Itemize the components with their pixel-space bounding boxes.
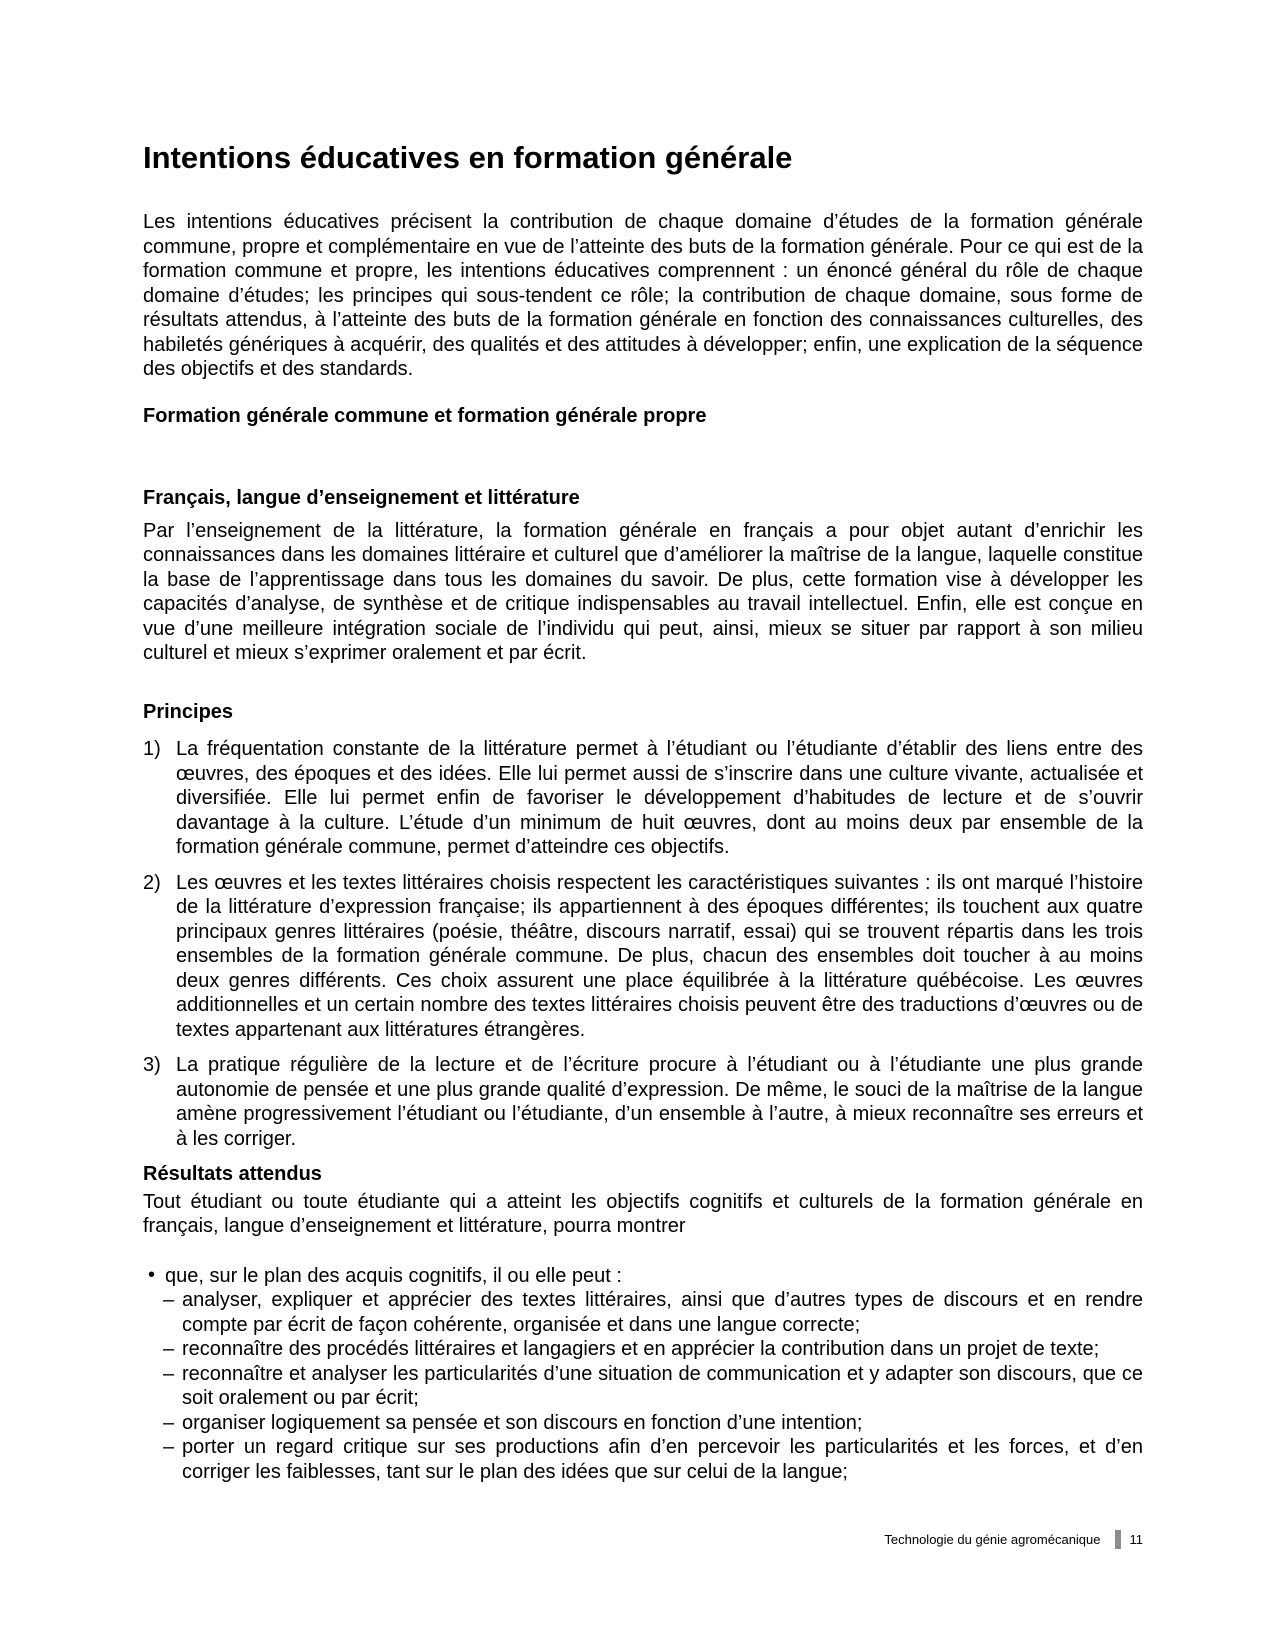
dash-item-1	[143, 1288, 1143, 1337]
dash-text: reconnaître et analyser les particularités d’une situation de communication et y adapter son discours, que ce soit oralement ou par écrit;	[182, 1362, 1143, 1409]
item-number-marker: 2)	[143, 871, 161, 894]
principle-item-1	[143, 737, 1143, 860]
page-title: Intentions éducatives en formation générale	[143, 140, 793, 175]
dash-marker: –	[163, 1411, 175, 1434]
resultats-heading: Résultats attendus	[143, 1163, 322, 1185]
section-heading: Formation générale commune et formation générale propre	[143, 404, 707, 427]
subsection-heading: Français, langue d’enseignement et littérature	[143, 487, 580, 509]
resultats-intro-paragraph: Tout étudiant ou toute étudiante qui a atteint les objectifs cognitifs et culturels de la formation générale en français, langue d’enseignement et littérature, pourra montrer	[143, 1190, 1143, 1237]
principle-item-3	[143, 1053, 1143, 1151]
dash-item-4	[143, 1411, 1143, 1436]
page-footer	[884, 1530, 1143, 1549]
item-text: La pratique régulière de la lecture et de l’écriture procure à l’étudiant ou à l’étudiante une plus grande autonomie de pensée et une plus grande qualité d’expression. De même, le souci de la maîtrise de la langue amène progressivement l’étudiant ou l’étudiante, d’un ensemble à l’autre, à mieux reconnaître ses erreurs et à les corriger.	[176, 1054, 1143, 1150]
dash-marker: –	[163, 1338, 175, 1360]
dash-item-5	[143, 1435, 1143, 1484]
item-number-marker: 1)	[143, 738, 161, 760]
item-text: La fréquentation constante de la littérature permet à l’étudiant ou l’étudiante d’établir des liens entre des œuvres, des époques et des idées. Elle lui permet aussi de s’inscrire dans une culture vivante, actualisée et diversifiée. Elle lui permet enfin de favoriser le développement d’habitudes de lecture et de s’ouvrir davantage à la culture. L’étude d’un minimum de huit œuvres, dont au moins deux par ensemble de la formation générale commune, permet d’atteindre ces objectifs.	[176, 738, 1143, 858]
dash-item-3	[143, 1362, 1143, 1411]
item-text: Les œuvres et les textes littéraires choisis respectent les caractéristiques suivantes : ils ont marqué l’histoire de la littérature d’expression française; ils appartiennent à des époques différentes; ils touchent aux quatre principaux genres littéraires (poésie, théâtre, discours narratif, essai) qui se trouvent répartis dans les trois ensembles de la formation générale commune. De plus, chacun des ensembles doit toucher à au moins deux genres différents. Ces choix assurent une place équilibrée à la littérature québécoise. Les œuvres additionnelles et un certain nombre des textes littéraires choisis peuvent être des traductions d’œuvres ou de textes appartenant aux littératures étrangères.	[176, 871, 1143, 1041]
intro-paragraph: Les intentions éducatives précisent la contribution de chaque domaine d’études de la formation générale commune, propre et complémentaire en vue de l’atteinte des buts de la formation générale. Pour ce qui est de la formation commune et propre, les intentions éducatives comprennent : un énoncé général du rôle de chaque domaine d’études; les principes qui sous-tendent ce rôle; la contribution de chaque domaine, sous forme de résultats attendus, à l’atteinte des buts de la formation générale en fonction des connaissances culturelles, des habiletés génériques à acquérir, des qualités et des attitudes à développer; enfin, une explication de la séquence des objectifs et des standards.	[143, 211, 1143, 380]
dash-marker: –	[163, 1362, 175, 1385]
footer-page-number: 11	[1129, 1532, 1143, 1547]
dash-marker: –	[163, 1436, 175, 1458]
dash-item-2	[143, 1337, 1143, 1362]
subsection-paragraph: Par l’enseignement de la littérature, la formation générale en français a pour objet autant d’enrichir les connaissances dans les domaines littéraire et culturel que d’améliorer la maîtrise de la langue, laquelle constitue la base de l’apprentissage dans tous les domaines du savoir. De plus, cette formation vise à développer les capacités d’analyse, de synthèse et de critique indispensables au travail intellectuel. Enfin, elle est conçue en vue d’une meilleure intégration sociale de l’individu qui peut, ainsi, mieux se situer par rapport à son milieu culturel et mieux s’exprimer oralement et par écrit.	[143, 519, 1143, 664]
bullet-marker: •	[148, 1263, 156, 1286]
footer-doc-title: Technologie du génie agromécanique	[884, 1532, 1101, 1547]
footer-separator	[1115, 1530, 1121, 1549]
item-number-marker: 3)	[143, 1054, 161, 1076]
principle-item-2	[143, 871, 1143, 1043]
bullet-text: que, sur le plan des acquis cognitifs, il ou elle peut :	[165, 1264, 622, 1287]
dash-text: analyser, expliquer et apprécier des textes littéraires, ainsi que d’autres types de discours et en rendre compte par écrit de façon cohérente, organisée et dans une langue correcte;	[182, 1289, 1143, 1336]
bullet-item	[143, 1264, 1143, 1289]
dash-text: porter un regard critique sur ses productions afin d’en percevoir les particularités et les forces, et d’en corriger les faiblesses, tant sur le plan des idées que sur celui de la langue;	[182, 1436, 1143, 1483]
dash-text: organiser logiquement sa pensée et son discours en fonction d’une intention;	[182, 1411, 863, 1434]
dash-marker: –	[163, 1289, 175, 1311]
principes-heading: Principes	[143, 700, 234, 723]
dash-text: reconnaître des procédés littéraires et langagiers et en apprécier la contribution dans un projet de texte;	[182, 1338, 1100, 1360]
